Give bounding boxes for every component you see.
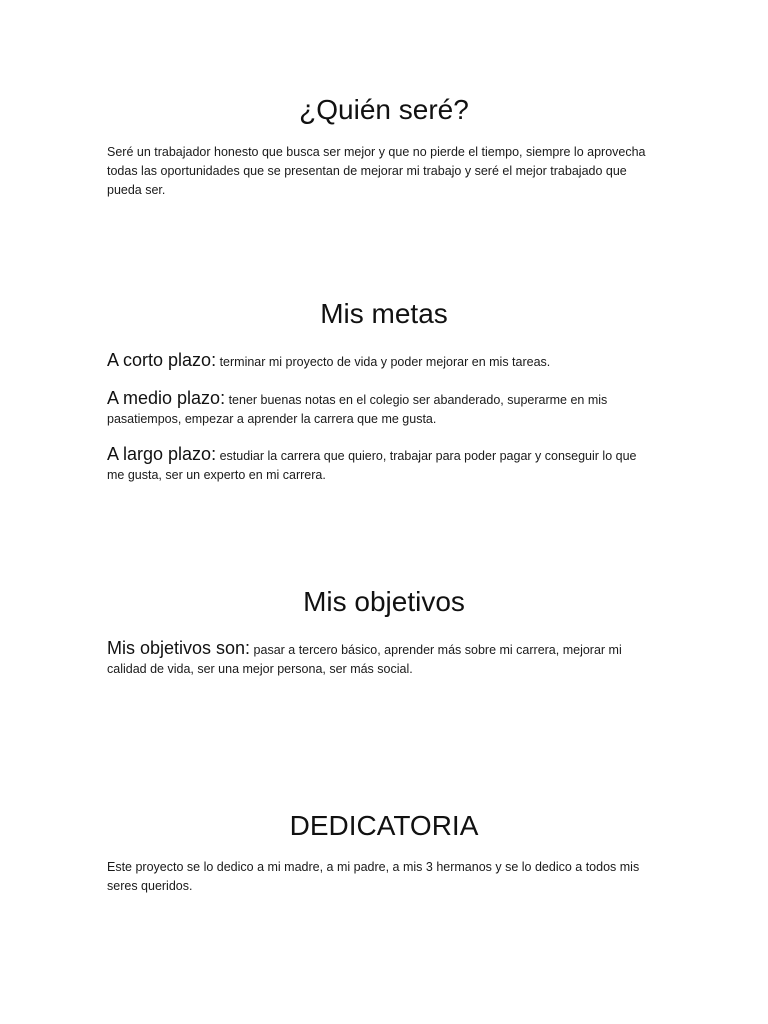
- heading-mis-objetivos: Mis objetivos: [303, 586, 465, 617]
- text-medio-plazo: tener buenas notas en el colegio ser abanderado, superarme en mis pasatiempos, empezar a aprender la carrera que me gusta.: [107, 393, 608, 426]
- text-largo-plazo: estudiar la carrera que quiero, trabajar para poder pagar y conseguir lo que me gusta, ser un experto en mi carrera.: [107, 449, 637, 482]
- label-largo-plazo: A largo plazo:: [107, 444, 217, 464]
- paragraph-medio-plazo: [107, 389, 657, 429]
- text-corto-plazo: terminar mi proyecto de vida y poder mejorar en mis tareas.: [219, 355, 551, 369]
- paragraph-corto-plazo: [107, 351, 657, 372]
- label-corto-plazo: A corto plazo:: [107, 350, 217, 370]
- text-mis-objetivos: pasar a tercero básico, aprender más sobre mi carrera, mejorar mi calidad de vida, ser una mejor persona, ser más social.: [107, 643, 622, 676]
- heading-quien-sere: ¿Quién seré?: [299, 94, 469, 125]
- label-mis-objetivos: Mis objetivos son:: [107, 638, 251, 658]
- label-medio-plazo: A medio plazo:: [107, 388, 226, 408]
- paragraph-quien-sere: Seré un trabajador honesto que busca ser mejor y que no pierde el tiempo, siempre lo aprovecha todas las oportunidades que se presentan de mejorar mi trabajo y seré el mejor trabajado que pueda ser.: [107, 145, 646, 197]
- heading-dedicatoria: DEDICATORIA: [289, 810, 479, 841]
- paragraph-mis-objetivos: [107, 639, 657, 679]
- heading-mis-metas: Mis metas: [320, 298, 448, 329]
- paragraph-largo-plazo: [107, 445, 657, 485]
- paragraph-dedicatoria: Este proyecto se lo dedico a mi madre, a mi padre, a mis 3 hermanos y se lo dedico a todos mis seres queridos.: [107, 860, 640, 893]
